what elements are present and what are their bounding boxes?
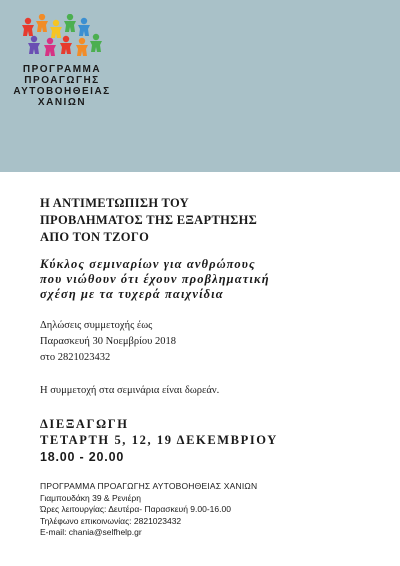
- subtitle-line: σχέση με τα τυχερά παιχνίδια: [40, 287, 224, 301]
- flyer-subtitle: [40, 257, 380, 302]
- subtitle-line: που νιώθουν ότι έχουν προβληματική: [40, 272, 270, 286]
- title-line: ΑΠΟ ΤΟΝ ΤΖΟΓΟ: [40, 230, 150, 244]
- figure-body: [28, 43, 40, 54]
- contact-footer: [40, 481, 380, 539]
- figure-head: [93, 34, 99, 40]
- organization-logo: [10, 14, 114, 106]
- figure-body: [78, 25, 90, 36]
- title-line: Η ΑΝΤΙΜΕΤΩΠΙΣΗ ΤΟΥ: [40, 196, 189, 210]
- footer-hours: Ώρες λειτουργίας: Δευτέρα- Παρασκευή 9.00-16.00: [40, 504, 231, 514]
- figure-head: [31, 36, 37, 42]
- registration-line: Παρασκευή 30 Νοεμβρίου 2018: [40, 336, 176, 347]
- logo-line: ΧΑΝΙΩΝ: [37, 97, 87, 108]
- people-puzzle-icon: [18, 14, 106, 60]
- registration-line: Δηλώσεις συμμετοχής έως: [40, 320, 153, 331]
- figure-body: [36, 21, 48, 32]
- registration-line: στο 2821023432: [40, 352, 111, 363]
- logo-line: ΠΡΟΑΓΩΓΗΣ: [24, 75, 100, 86]
- figure-body: [50, 27, 62, 38]
- logo-line: ΠΡΟΓΡΑΜΜΑ: [22, 64, 102, 75]
- figure-head: [79, 38, 85, 44]
- figure-head: [25, 18, 31, 24]
- registration-info: [40, 318, 380, 366]
- footer-phone: Τηλέφωνο επικοινωνίας: 2821023432: [40, 515, 182, 526]
- flyer-content: [40, 195, 380, 539]
- figure-body: [22, 25, 34, 36]
- figure-head: [67, 14, 73, 20]
- logo-line: ΑΥΤΟΒΟΗΘΕΙΑΣ: [13, 86, 111, 97]
- figure-body: [60, 43, 72, 54]
- title-line: ΠΡΟΒΛΗΜΑΤΟΣ ΤΗΣ ΕΞΑΡΤΗΣΗΣ: [40, 213, 258, 227]
- figure-body: [76, 45, 88, 56]
- logo-text: [10, 64, 114, 108]
- footer-organization: ΠΡΟΓΡΑΜΜΑ ΠΡΟΑΓΩΓΗΣ ΑΥΤΟΒΟΗΘΕΙΑΣ ΧΑΝΙΩΝ: [40, 481, 258, 491]
- figure-head: [63, 36, 69, 42]
- figure-head: [53, 20, 59, 26]
- figure-head: [39, 14, 45, 20]
- event-time: 18.00 - 20.00: [40, 450, 125, 464]
- footer-email: E-mail: chania@selfhelp.gr: [40, 527, 142, 537]
- footer-address: Γιαμπουδάκη 39 & Ρενιέρη: [40, 492, 141, 503]
- flyer-title: [40, 195, 380, 246]
- event-dates: ΤΕΤΑΡΤΗ 5, 12, 19 ΔΕΚΕΜΒΡΙΟΥ: [40, 433, 278, 447]
- figure-body: [64, 21, 76, 32]
- figure-body: [44, 45, 56, 56]
- subtitle-line: Κύκλος σεμιναρίων για ανθρώπους: [40, 257, 256, 271]
- header-banner: [0, 0, 400, 172]
- figure-body: [90, 41, 102, 52]
- figure-head: [47, 38, 53, 44]
- free-participation-note: Η συμμετοχή στα σεμινάρια είναι δωρεάν.: [40, 385, 220, 396]
- figure-head: [81, 18, 87, 24]
- event-heading: ΔΙΕΞΑΓΩΓΗ: [40, 417, 129, 431]
